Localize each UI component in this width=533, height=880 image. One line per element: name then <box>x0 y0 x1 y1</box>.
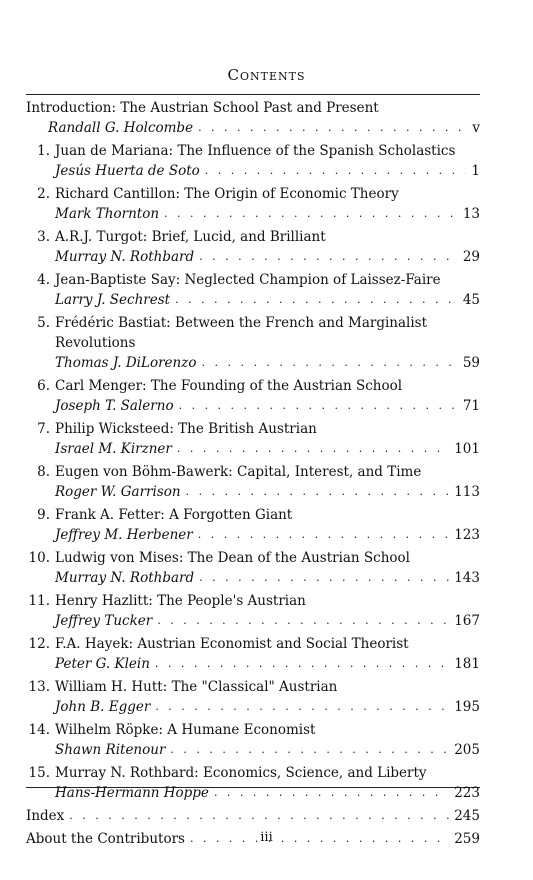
table-of-contents <box>26 98 480 852</box>
entry-author: John B. Egger <box>55 699 151 715</box>
chapter-list <box>26 141 480 803</box>
entry-title: Eugen von Böhm-Bawerk: Capital, Interest, and Time <box>55 464 422 480</box>
entry-title: Frank A. Fetter: A Forgotten Giant <box>55 507 293 523</box>
entry-page: 45 <box>462 292 480 308</box>
entry-author: Murray N. Rothbard <box>55 249 195 265</box>
entry-title: Wilhelm Röpke: A Humane Economist <box>55 722 316 738</box>
chapter-number: 12. <box>28 636 50 652</box>
entry-author: Hans-Hermann Hoppe <box>55 785 209 801</box>
entry-author: Peter G. Klein <box>55 656 150 672</box>
leader-dots <box>157 611 449 631</box>
entry-page: 59 <box>462 355 480 371</box>
chapter-number: 5. <box>37 315 50 331</box>
entry-author: Joseph T. Salerno <box>55 398 174 414</box>
toc-entry-chapter-5[interactable] <box>26 313 480 373</box>
entry-page: 245 <box>454 808 480 824</box>
leader-dots <box>199 568 449 588</box>
entry-page: 195 <box>454 699 480 715</box>
entry-page: 13 <box>462 206 480 222</box>
chapter-number: 10. <box>28 550 50 566</box>
entry-page: 101 <box>454 441 480 457</box>
entry-page: 167 <box>454 613 480 629</box>
leader-dots <box>155 697 449 717</box>
toc-entry-chapter-14[interactable] <box>26 720 480 760</box>
toc-entry-introduction[interactable] <box>26 98 480 138</box>
entry-page: v <box>472 120 480 136</box>
chapter-number: 15. <box>28 765 50 781</box>
entry-author: Israel M. Kirzner <box>55 441 172 457</box>
leader-dots <box>199 247 458 267</box>
entry-author: Thomas J. DiLorenzo <box>55 355 197 371</box>
entry-title: Ludwig von Mises: The Dean of the Austrian School <box>55 550 410 566</box>
entry-author: Jesús Huerta de Soto <box>55 163 200 179</box>
chapter-number: 8. <box>37 464 50 480</box>
entry-page: 143 <box>454 570 480 586</box>
chapter-number: 3. <box>37 229 50 245</box>
entry-title: Henry Hazlitt: The People's Austrian <box>55 593 306 609</box>
entry-title: Jean-Baptiste Say: Neglected Champion of Laissez-Faire <box>55 272 441 288</box>
leader-dots <box>198 525 450 545</box>
entry-title: Juan de Mariana: The Influence of the Spanish Scholastics <box>55 143 456 159</box>
entry-author: Roger W. Garrison <box>55 484 181 500</box>
entry-page: 1 <box>471 163 480 179</box>
chapter-number: 1. <box>37 143 50 159</box>
contents-title: Contents <box>227 66 306 84</box>
entry-author: Jeffrey M. Herbener <box>55 527 193 543</box>
leader-dots <box>198 118 467 138</box>
leader-dots <box>214 783 449 803</box>
entry-title: Murray N. Rothbard: Economics, Science, and Liberty <box>55 765 427 781</box>
leader-dots <box>201 353 457 373</box>
toc-entry-chapter-6[interactable] <box>26 376 480 416</box>
chapter-number: 14. <box>28 722 50 738</box>
entry-author: Mark Thornton <box>55 206 160 222</box>
toc-entry-chapter-8[interactable] <box>26 462 480 502</box>
leader-dots <box>170 740 449 760</box>
toc-entry-chapter-3[interactable] <box>26 227 480 267</box>
chapter-number: 2. <box>37 186 50 202</box>
entry-label: About the Contributors <box>26 831 185 847</box>
chapter-number: 4. <box>37 272 50 288</box>
entry-author: Jeffrey Tucker <box>55 613 153 629</box>
entry-title: Philip Wicksteed: The British Austrian <box>55 421 317 437</box>
chapter-number: 6. <box>37 378 50 394</box>
toc-entry-chapter-7[interactable] <box>26 419 480 459</box>
toc-entry-chapter-4[interactable] <box>26 270 480 310</box>
entry-title: Richard Cantillon: The Origin of Economic Theory <box>55 186 399 202</box>
leader-dots <box>164 204 458 224</box>
leader-dots <box>186 482 450 502</box>
entry-page: 113 <box>454 484 480 500</box>
chapter-number: 9. <box>37 507 50 523</box>
entry-author: Randall G. Holcombe <box>48 120 194 136</box>
entry-page: 71 <box>462 398 480 414</box>
leader-dots <box>177 439 449 459</box>
toc-entry-chapter-9[interactable] <box>26 505 480 545</box>
entry-title: F.A. Hayek: Austrian Economist and Social Theorist <box>55 636 409 652</box>
chapter-number: 11. <box>28 593 50 609</box>
chapter-number: 7. <box>37 421 50 437</box>
toc-entry-chapter-15[interactable] <box>26 763 480 803</box>
toc-entry-chapter-12[interactable] <box>26 634 480 674</box>
leader-dots <box>155 654 449 674</box>
page-number: iii <box>260 830 273 845</box>
entry-title: Introduction: The Austrian School Past and Present <box>26 100 379 116</box>
entry-title: Carl Menger: The Founding of the Austrian School <box>55 378 403 394</box>
toc-entry-chapter-13[interactable] <box>26 677 480 717</box>
entry-title: William H. Hutt: The "Classical" Austrian <box>55 679 338 695</box>
toc-entry-chapter-11[interactable] <box>26 591 480 631</box>
toc-entry-chapter-1[interactable] <box>26 141 480 181</box>
toc-entry-back-matter[interactable] <box>26 806 480 826</box>
chapter-number: 13. <box>28 679 50 695</box>
entry-page: 259 <box>454 831 480 847</box>
entry-author: Murray N. Rothbard <box>55 570 195 586</box>
top-rule <box>26 94 480 95</box>
leader-dots <box>69 806 449 826</box>
entry-page: 29 <box>462 249 480 265</box>
toc-entry-chapter-2[interactable] <box>26 184 480 224</box>
entry-page: 223 <box>454 785 480 801</box>
leader-dots <box>179 396 458 416</box>
entry-page: 205 <box>454 742 480 758</box>
entry-page: 123 <box>454 527 480 543</box>
entry-author: Larry J. Sechrest <box>55 292 171 308</box>
toc-entry-chapter-10[interactable] <box>26 548 480 588</box>
entry-label: Index <box>26 808 65 824</box>
entry-title: Frédéric Bastiat: Between the French and Marginalist Revolutions <box>55 315 428 351</box>
entry-author: Shawn Ritenour <box>55 742 166 758</box>
entry-title: A.R.J. Turgot: Brief, Lucid, and Brilliant <box>55 229 326 245</box>
leader-dots <box>205 161 467 181</box>
entry-page: 181 <box>454 656 480 672</box>
leader-dots <box>175 290 458 310</box>
